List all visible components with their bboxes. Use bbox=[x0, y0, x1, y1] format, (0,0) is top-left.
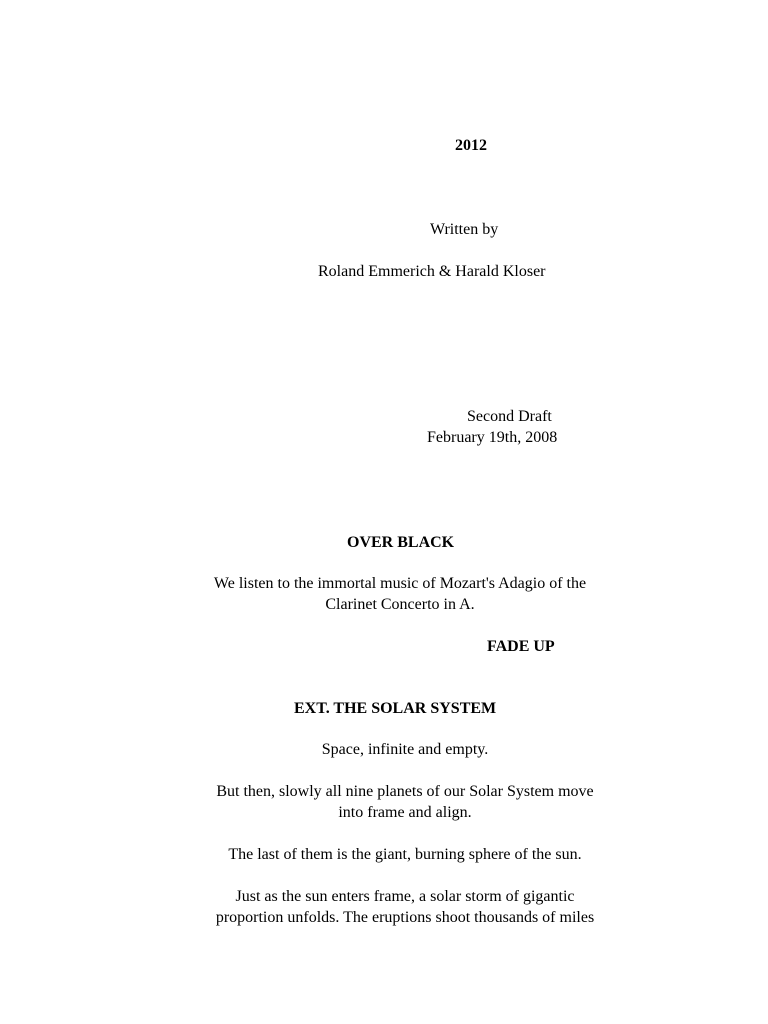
action-paragraph bbox=[190, 886, 620, 928]
action-line: Just as the sun enters frame, a solar storm of gigantic bbox=[235, 888, 575, 905]
action-line: But then, slowly all nine planets of our Solar System move bbox=[216, 783, 594, 800]
action-line: into frame and align. bbox=[338, 804, 472, 821]
transition: FADE UP bbox=[487, 638, 555, 655]
opening-action-line: Clarinet Concerto in A. bbox=[325, 596, 475, 613]
opening-action bbox=[185, 573, 615, 615]
authors: Roland Emmerich & Harald Kloser bbox=[318, 263, 546, 280]
draft-label: Second Draft bbox=[467, 408, 552, 425]
script-title: 2012 bbox=[455, 137, 487, 154]
written-by-label: Written by bbox=[430, 221, 499, 238]
action-paragraph: Space, infinite and empty. bbox=[321, 741, 489, 758]
action-paragraph bbox=[190, 781, 620, 823]
opening-action-line: We listen to the immortal music of Mozart's Adagio of the bbox=[213, 575, 587, 592]
action-paragraph: The last of them is the giant, burning sphere of the sun. bbox=[228, 846, 582, 863]
opening-heading: OVER BLACK bbox=[347, 534, 455, 551]
action-line: proportion unfolds. The eruptions shoot thousands of miles bbox=[215, 909, 595, 926]
draft-date: February 19th, 2008 bbox=[427, 429, 558, 446]
scene-heading: EXT. THE SOLAR SYSTEM bbox=[294, 700, 497, 717]
